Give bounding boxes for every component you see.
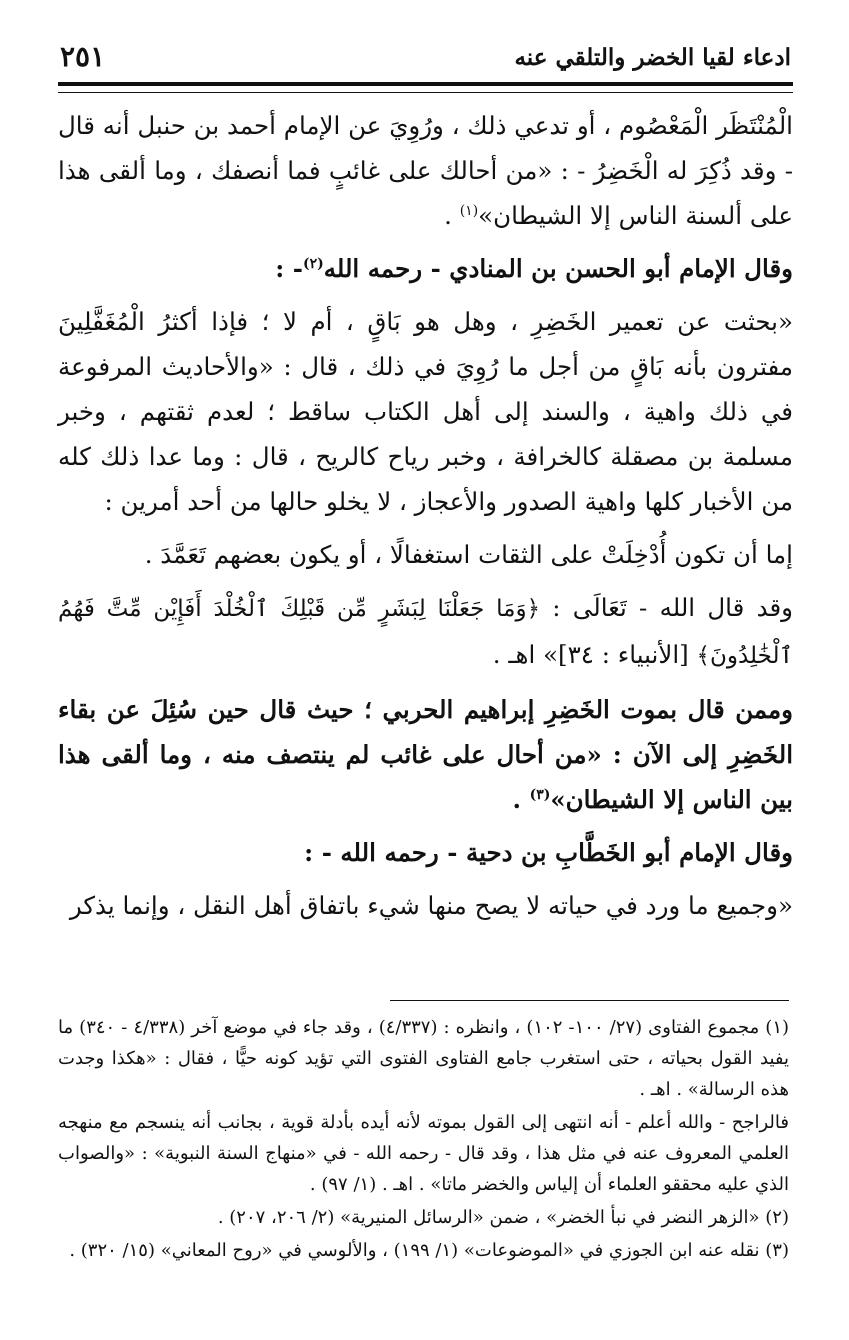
paragraph-7: وقال الإمام أبو الخَطَّابِ بن دحية - رحمه الله - : [304, 838, 793, 867]
running-header [60, 40, 791, 82]
footnote-1-continued: فالراجح - والله أعلم - أنه انتهى إلى القول بموته لأنه أيده بأدلة قوية ، بجانب أنه ينسجم مع منهجه العلمي المعروف عنه في مثل هذا ، وقد قال - رحمه الله - في «منهاج السنة النبوية» : «والصواب الذي عليه محققو العلماء أن إلياس والخضر ماتا» . اهـ . (١/ ٩٧) . [58, 1112, 789, 1195]
paragraph-2-end: - : [275, 254, 303, 283]
paragraph-8: «وجميع ما ورد في حياته لا يصح منها شيء باتفاق أهل النقل ، وإنما يذكر [69, 891, 793, 920]
footnote-ref-1[interactable]: (١) [459, 202, 479, 219]
paragraph-5 [58, 585, 793, 679]
paragraph-6-text: وممن قال بموت الخَضِرِ إبراهيم الحربي ؛ حيث قال حين سُئِلَ عن بقاء الخَضِرِ إلى الآن : «من أحال على غائب لم ينتصف منه ، وما ألقى هذا بين الناس إلا الشيطان» [58, 695, 793, 814]
footnote-separator [390, 1000, 789, 1001]
paragraph-4: إما أن تكون أُدْخِلَتْ على الثقات استغفالًا ، أو يكون بعضهم تَعَمَّدَ . [144, 540, 793, 569]
paragraph-5-citation: [الأنبياء : ٣٤]» اهـ . [492, 640, 697, 669]
paragraph-6 [58, 687, 793, 822]
footnote-1: (١) مجموع الفتاوى (٢٧/ ١٠٠- ١٠٢) ، وانظره : (٤/٣٣٧) ، وقد جاء في موضع آخر (٤/٣٣٨ - ٣٤٠) ما يفيد القول بحياته ، حتى استغرب جامع الفتاوى الفتوى التي تؤيد كونه حيًّا ، فقال : «هكذا وجدت هذه الرسالة» . اهـ . [58, 1017, 790, 1100]
paragraph-6-end: . [512, 785, 522, 814]
running-title: ادعاء لقيا الخضر والتلقي عنه [514, 44, 791, 71]
footnote-2: (٢) «الزهر النضر في نبأ الخضر» ، ضمن «الرسائل المنيرية» (٢/ ٢٠٦، ٢٠٧) . [217, 1207, 789, 1228]
footnotes [58, 1012, 789, 1268]
page-number: ٢٥١ [60, 40, 106, 73]
paragraph-3: «بحثت عن تعمير الخَضِرِ ، وهل هو بَاقٍ ، أم لا ؛ فإذا أكثرُ الْمُغَفَّلِينَ مفترون بأنه بَاقٍ من أجل ما رُوِيَ في ذلك ، قال : «والأحاديث المرفوعة في ذلك واهية ، والسند إلى أهل الكتاب ساقط ؛ لعدم ثقتهم ، وخبر مسلمة بن مصقلة كالخرافة ، وخبر رياح كالريح ، قال : وما عدا ذلك كله من الأخبار كلها واهية الصدور والأعجاز ، لا يخلو حالها من أحد أمرين : [58, 307, 793, 516]
quran-verse: ﴿وَمَا جَعَلْنَا لِبَشَرٍ مِّن قَبْلِكَ ٱلْخُلْدَ أَفَإِيْن مِّتَّ فَهُمُ ٱلْخَٰلِدُونَ﴾ [58, 596, 793, 669]
footnote-3: (٣) نقله عنه ابن الجوزي في «الموضوعات» (١/ ١٩٩) ، والألوسي في «روح المعاني» (١٥/ ٣٢٠) . [69, 1240, 789, 1261]
main-text [58, 103, 793, 936]
header-rule-thin [58, 92, 793, 93]
footnote-ref-2[interactable]: (٢) [302, 255, 324, 272]
header-rule-thick [58, 82, 793, 86]
paragraph-1-end: . [444, 201, 452, 230]
paragraph-5-intro: وقد قال الله - تَعَالَى : [540, 593, 793, 622]
paragraph-1 [58, 103, 793, 238]
footnote-ref-3[interactable]: (٣) [529, 786, 551, 803]
paragraph-2 [58, 246, 793, 291]
paragraph-2-text: وقال الإمام أبو الحسن بن المنادي - رحمه الله [323, 254, 793, 283]
paragraph-1-text: الْمُنْتَظَر الْمَعْصُوم ، أو تدعي ذلك ، ورُوِيَ عن الإمام أحمد بن حنبل أنه قال - وقد ذُكِرَ له الْخَضِرُ - : «من أحالك على غائبٍ فما أنصفك ، وما ألقى هذا على ألسنة الناس إلا الشيطان» [58, 111, 793, 230]
